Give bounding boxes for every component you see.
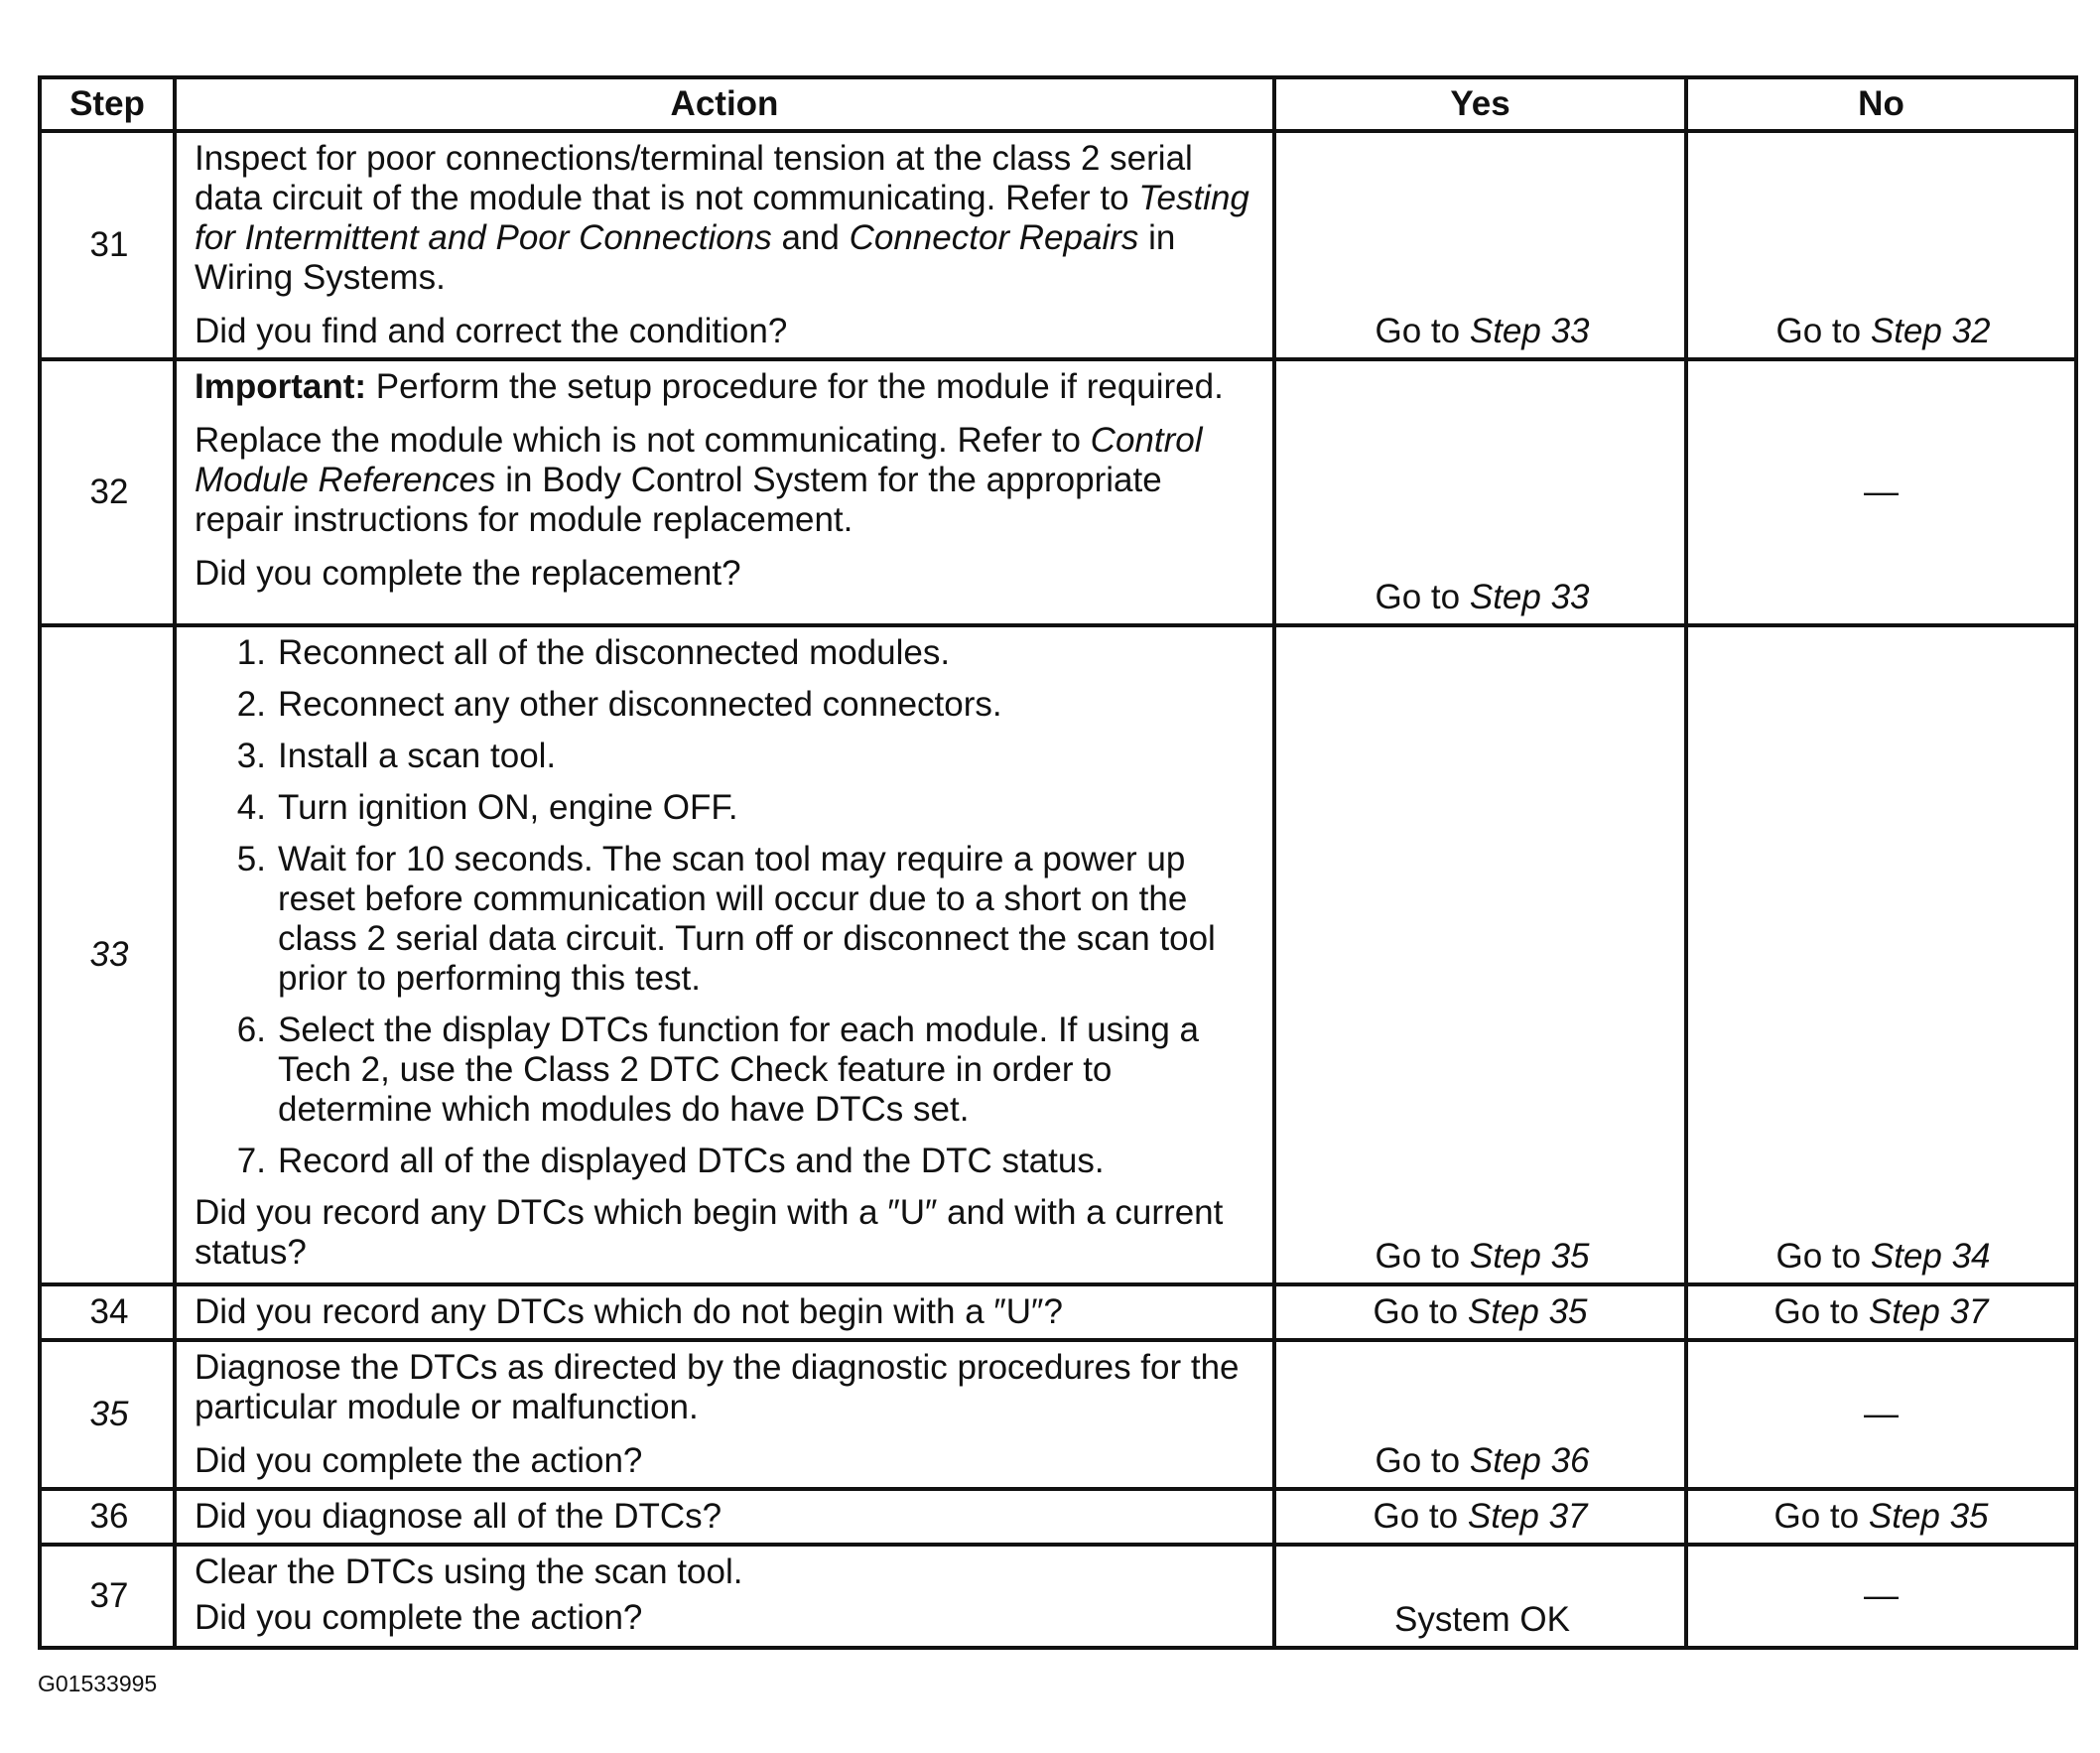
action-question: Did you diagnose all of the DTCs?: [195, 1497, 722, 1536]
no-cell: [1686, 359, 2076, 625]
list-item: 7. Record all of the displayed DTCs and the DTC status.: [236, 1142, 1105, 1180]
header-yes: Yes: [1274, 77, 1686, 131]
yes-cell: [1274, 1545, 1686, 1648]
no-cell: Go to Step 32: [1686, 131, 2076, 359]
header-step: Step: [40, 77, 175, 131]
step-reference: Step 36: [1469, 1441, 1590, 1480]
step-number: 36: [40, 1489, 175, 1545]
yes-cell: Go to Step 33: [1274, 131, 1686, 359]
list-item: 5. Wait for 10 seconds. The scan tool may require a power up reset before communication will occur due to a short on the class 2 serial data circuit. Turn off or disconnect the scan tool prior to performing this test.: [236, 840, 1216, 998]
reference-link: Control Module References: [195, 421, 1203, 499]
header-no: No: [1686, 77, 2076, 131]
list-item: 3. Install a scan tool.: [236, 737, 557, 775]
system-ok-label: System OK: [1394, 1600, 1570, 1639]
action-text: Diagnose the DTCs as directed by the diagnostic procedures for the particular module or malfunction.: [195, 1348, 1240, 1426]
no-cell: Go to Step 34: [1686, 625, 2076, 1284]
yes-cell: Go to Step 37: [1274, 1489, 1686, 1545]
action-cell: [175, 1545, 1274, 1648]
yes-cell: Go to Step 36: [1274, 1340, 1686, 1489]
important-note: Important: Perform the setup procedure for the module if required.: [195, 367, 1224, 406]
dash: —: [1864, 1395, 1899, 1433]
action-text: Replace the module which is not communicating. Refer to Control Module References in Body Control System for the appropriate repair instructions for module replacement.: [195, 421, 1203, 539]
step-reference: Step 33: [1469, 312, 1590, 350]
table-row-35: [40, 1340, 2076, 1489]
list-item: 1. Reconnect all of the disconnected modules.: [236, 633, 951, 672]
reference-link: Testing for Intermittent and Poor Connections: [195, 179, 1249, 257]
no-cell: Go to Step 37: [1686, 1284, 2076, 1340]
diagnostic-table: [38, 75, 2078, 1650]
step-reference: Step 34: [1870, 1237, 1991, 1276]
list-item: 2. Reconnect any other disconnected connectors.: [236, 685, 1002, 724]
step-reference: Step 32: [1870, 312, 1991, 350]
step-number: 31: [40, 131, 175, 359]
action-question: Did you complete the action?: [195, 1441, 643, 1480]
yes-cell: Go to Step 35: [1274, 1284, 1686, 1340]
table-row-31: [40, 131, 2076, 359]
action-question: Did you record any DTCs which begin with a ″U″ and with a current status?: [195, 1193, 1224, 1272]
action-cell: [175, 625, 1274, 1284]
step-number: 32: [40, 359, 175, 625]
step-number: 33: [40, 625, 175, 1284]
step-reference: Step 37: [1868, 1292, 1989, 1331]
yes-cell: Go to Step 35: [1274, 625, 1686, 1284]
action-question: Did you find and correct the condition?: [195, 312, 788, 350]
action-text: Inspect for poor connections/terminal tension at the class 2 serial data circuit of the module that is not communicating. Refer to Testing for Intermittent and Poor Connections and Connector Repairs in Wiring Systems.: [195, 139, 1249, 297]
step-reference: Step 35: [1868, 1497, 1989, 1536]
action-cell: [175, 359, 1274, 625]
table-row-33: [40, 625, 2076, 1284]
table-row-34: [40, 1284, 2076, 1340]
dash: —: [1864, 472, 1899, 511]
action-cell: [175, 131, 1274, 359]
action-question: Did you complete the action?: [195, 1598, 643, 1637]
step-reference: Step 37: [1467, 1497, 1588, 1536]
procedure-list: [195, 633, 1258, 1181]
step-reference: Step 33: [1469, 578, 1590, 616]
step-number: 34: [40, 1284, 175, 1340]
header-action: Action: [175, 77, 1274, 131]
step-reference: Step 35: [1467, 1292, 1588, 1331]
list-item: 4. Turn ignition ON, engine OFF.: [236, 788, 738, 827]
action-cell: [175, 1489, 1274, 1545]
table-row-37: [40, 1545, 2076, 1648]
action-cell: [175, 1284, 1274, 1340]
no-cell: [1686, 1340, 2076, 1489]
no-cell: Go to Step 35: [1686, 1489, 2076, 1545]
action-text: Clear the DTCs using the scan tool.: [195, 1552, 743, 1591]
action-question: Did you complete the replacement?: [195, 554, 741, 593]
step-reference: Step 35: [1469, 1237, 1590, 1276]
yes-cell: Go to Step 33: [1274, 359, 1686, 625]
action-question: Did you record any DTCs which do not begin with a ″U″?: [195, 1292, 1063, 1331]
no-cell: [1686, 1545, 2076, 1648]
dash: —: [1864, 1576, 1899, 1615]
reference-link: Connector Repairs: [849, 218, 1139, 257]
table-row-32: [40, 359, 2076, 625]
step-number: 35: [40, 1340, 175, 1489]
list-item: 6. Select the display DTCs function for each module. If using a Tech 2, use the Class 2 DTC Check feature in order to determine which modules do have DTCs set.: [236, 1011, 1199, 1129]
figure-id: G01533995: [38, 1671, 158, 1696]
action-cell: [175, 1340, 1274, 1489]
step-number: 37: [40, 1545, 175, 1648]
header-row: [40, 77, 2076, 131]
table-row-36: [40, 1489, 2076, 1545]
